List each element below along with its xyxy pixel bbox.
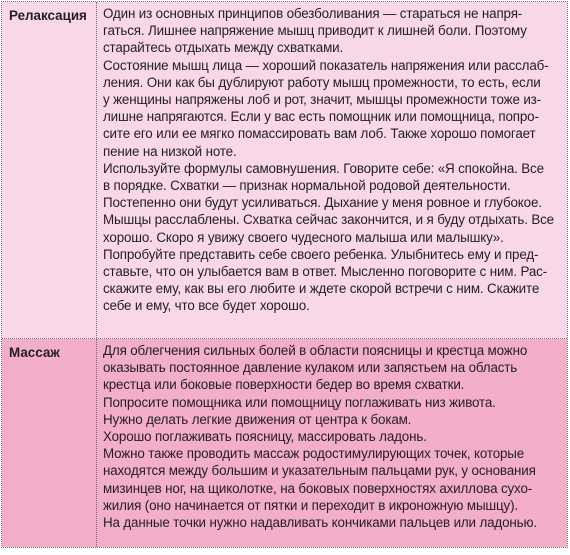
text-line: Нужно делать легкие движения от центра к бокам. — [103, 411, 412, 427]
text-line: гаться. Лишнее напряжение мышц приводит к лишней боли. Поэтому — [103, 23, 527, 39]
text-line: лишне напрягаются. Если у вас есть помощник или помощница, попро- — [103, 109, 539, 125]
text-line: пение на низкой ноте. — [103, 143, 237, 159]
text-line: Хорошо поглаживать поясницу, массировать ладонь. — [103, 429, 427, 445]
text-line: Попробуйте представить себе своего ребенка. Улыбнитесь ему и пред- — [103, 246, 539, 262]
row-label-relaxation: Релаксация — [2, 2, 97, 338]
text-line: находятся между большим и указательным пальцами рук, у основания — [103, 463, 536, 479]
row-content-massage — [97, 339, 567, 547]
text-line: Один из основных принципов обезболивания — стараться не напря- — [103, 6, 523, 21]
text-line: старайтесь отдыхать между схватками. — [103, 40, 344, 56]
text-line: сите его или ее мягко помассировать вам лоб. Также хорошо помогает — [103, 126, 536, 142]
text-line: Постепенно они будут усиливаться. Дыхание у меня ровное и глубокое. — [103, 195, 542, 211]
text-line: Можно также проводить массаж родостимулирующих точек, которые — [103, 446, 525, 462]
text-line: Попросите помощника или помощницу поглаживать низ живота. — [103, 394, 496, 410]
text-line: Используйте формулы самовнушения. Говорите себе: «Я спокойна. Все — [103, 160, 544, 176]
text-line: ления. Они как бы дублируют работу мышц промежности, то есть, если — [103, 74, 541, 90]
row-content-relaxation — [97, 2, 567, 338]
text-line: жилия (оно начинается от пятки и переходит в икроножную мышцу). — [103, 497, 518, 513]
text-line: в порядке. Схватки — признак нормальной родовой деятельности. — [103, 178, 511, 194]
text-line: оказывать постоянное давление кулаком или запястьем на область — [103, 360, 518, 376]
text-line: На данные точки нужно надавливать кончиками пальцев или ладонью. — [103, 515, 537, 531]
text-line: Состояние мышц лица — хороший показатель напряжения или расслаб- — [103, 57, 549, 73]
text-line: скажите ему, как вы его любите и ждете скорой встречи с ним. Скажите — [103, 281, 540, 297]
text-line: себе и ему, что все будет хорошо. — [103, 298, 310, 314]
methods-table — [1, 1, 568, 548]
table-row-relaxation — [2, 2, 567, 338]
text-line: у женщины напряжены лоб и рот, значит, мышцы промежности тоже из- — [103, 92, 541, 108]
row-label-massage: Массаж — [2, 339, 97, 547]
text-line: Для облегчения сильных болей в области поясницы и крестца можно — [103, 343, 528, 358]
text-line: крестца или боковые поверхности бедер во время схватки. — [103, 377, 465, 393]
table-row-massage — [2, 338, 567, 547]
text-line: Мышцы расслаблены. Схватка сейчас закончится, и я буду отдыхать. Все — [103, 212, 554, 228]
text-line: хорошо. Скоро я увижу своего чудесного малыша или малышку». — [103, 229, 504, 245]
text-line: мизинцев ног, на щиколотке, на боковых поверхностях ахиллова сухо- — [103, 480, 533, 496]
text-line: ставьте, что он улыбается вам в ответ. Мысленно поговорите с ним. Рас- — [103, 264, 547, 280]
